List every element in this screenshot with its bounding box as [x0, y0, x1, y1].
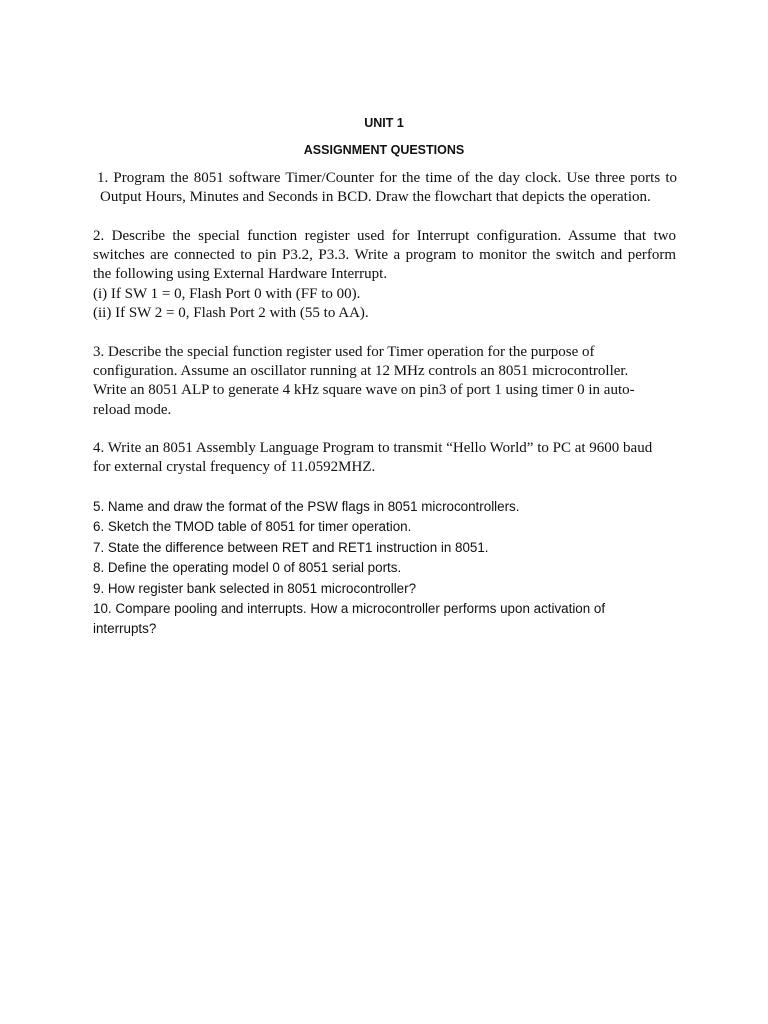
question-2: [93, 227, 676, 323]
question-3: [93, 343, 658, 420]
question-10-line-1: 10. Compare pooling and interrupts. How a microcontroller performs upon activation of: [93, 601, 606, 617]
question-3-line-1: 3. Describe the special function register used for Timer operation for the purpose of: [93, 344, 595, 360]
question-1-line-2: Output Hours, Minutes and Seconds in BCD. Draw the flowchart that depicts the operation.: [100, 189, 651, 206]
question-2-line-3: the following using External Hardware Interrupt.: [93, 266, 388, 283]
question-5: 5. Name and draw the format of the PSW flags in 8051 microcontrollers.: [93, 499, 520, 514]
question-2-line-2: switches are connected to pin P3.2, P3.3. Write a program to monitor the switch and perform: [93, 247, 676, 264]
question-9: 9. How register bank selected in 8051 microcontroller?: [93, 580, 417, 596]
question-4-line-1: 4. Write an 8051 Assembly Language Program to transmit “Hello World” to PC at 9600 baud: [93, 440, 653, 456]
question-3-line-4: reload mode.: [93, 401, 172, 418]
short-questions-list: [93, 497, 653, 640]
question-3-line-2: configuration. Assume an oscillator running at 12 MHz controls an 8051 microcontroller.: [93, 363, 629, 380]
question-4-line-2: for external crystal frequency of 11.0592MHZ.: [93, 459, 376, 476]
question-2-line-4: (i) If SW 1 = 0, Flash Port 0 with (FF to 00).: [93, 285, 361, 302]
question-1: [97, 169, 677, 207]
unit-title: UNIT 1: [364, 116, 404, 130]
question-4: [93, 439, 678, 477]
question-10-line-2: interrupts?: [93, 621, 157, 637]
question-7: 7. State the difference between RET and RET1 instruction in 8051.: [93, 539, 489, 555]
question-8: 8. Define the operating model 0 of 8051 serial ports.: [93, 560, 402, 576]
question-1-line-1: 1. Program the 8051 software Timer/Counter for the time of the day clock. Use three ports to: [97, 170, 677, 186]
section-title: ASSIGNMENT QUESTIONS: [303, 143, 465, 157]
question-3-line-3: Write an 8051 ALP to generate 4 kHz square wave on pin3 of port 1 using timer 0 in auto-: [93, 382, 635, 399]
question-6: 6. Sketch the TMOD table of 8051 for timer operation.: [93, 519, 412, 535]
question-2-line-1: 2. Describe the special function register used for Interrupt configuration. Assume that two: [93, 228, 676, 244]
question-2-line-5: (ii) If SW 2 = 0, Flash Port 2 with (55 to AA).: [93, 304, 369, 321]
